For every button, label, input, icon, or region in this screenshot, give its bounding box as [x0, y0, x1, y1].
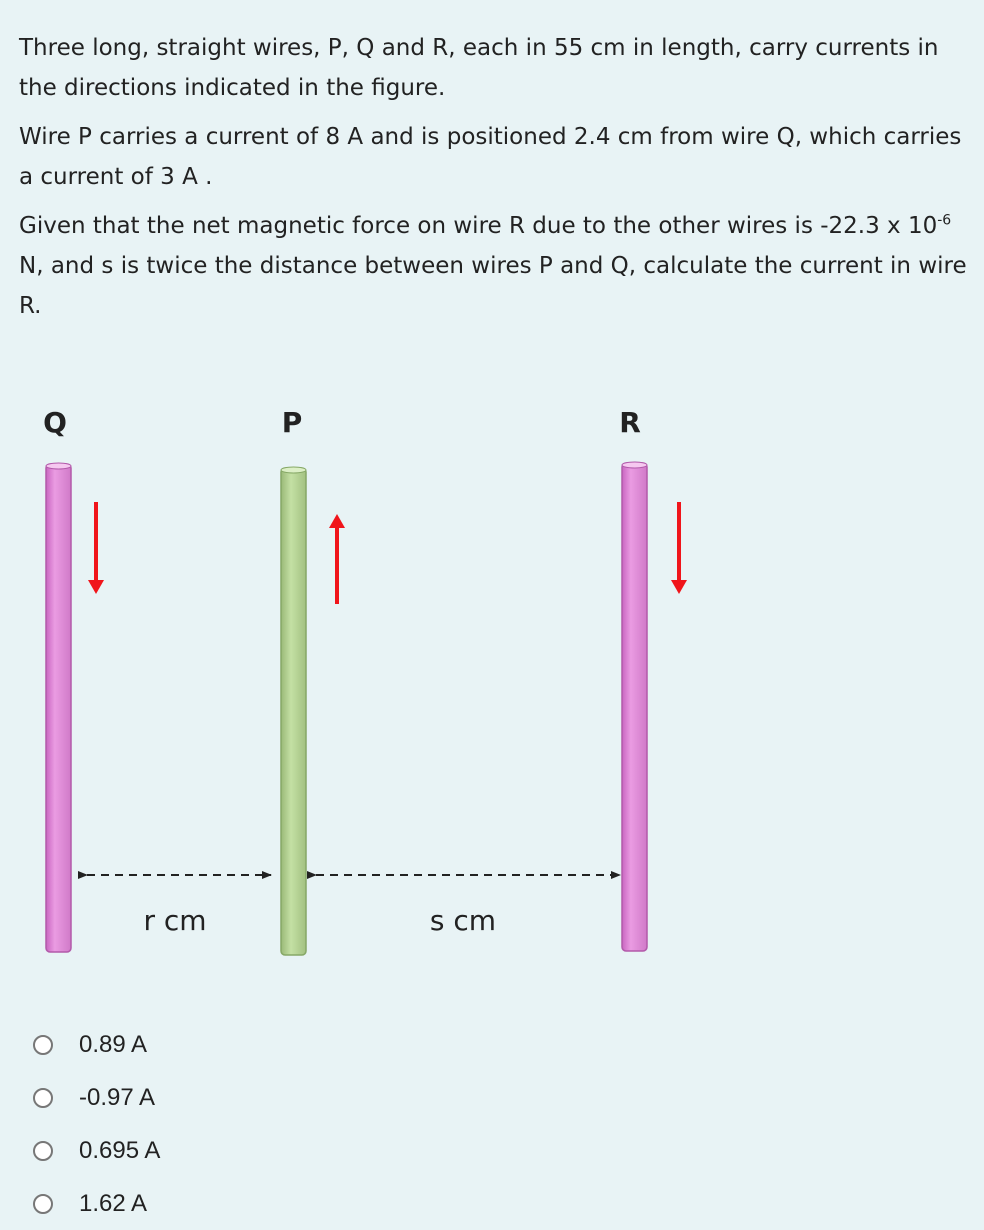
question-line-2: Wire P carries a current of 8 A and is positioned 2.4 cm from wire Q, which carries a current of 3 A .: [19, 124, 962, 190]
wire-q-label: Q: [43, 406, 67, 439]
option-4[interactable]: [33, 1177, 160, 1230]
question-line-3-a: Given that the net magnetic force on wire R due to the other wires is -22.3 x 10: [19, 213, 938, 239]
radio-button[interactable]: [33, 1194, 53, 1214]
question-line-3-b: N, and s is twice the distance between wires P and Q, calculate the current in wire R.: [19, 253, 967, 319]
wires-diagram: [0, 380, 984, 980]
distance-r-label: r cm: [143, 904, 207, 937]
wire-p: [281, 467, 306, 955]
option-3[interactable]: [33, 1124, 160, 1177]
option-label: 0.89 A: [79, 1030, 148, 1058]
current-arrow-q-down-icon: [88, 502, 104, 594]
radio-button[interactable]: [33, 1088, 53, 1108]
wire-r-label: R: [619, 406, 641, 439]
radio-button[interactable]: [33, 1035, 53, 1055]
option-1[interactable]: [33, 1018, 160, 1071]
exponent: -6: [937, 212, 952, 229]
distance-s-label: s cm: [429, 904, 497, 937]
current-arrow-p-up-icon: [329, 514, 345, 604]
option-label: 1.62 A: [79, 1189, 148, 1217]
wire-q: [46, 463, 71, 952]
radio-button[interactable]: [33, 1141, 53, 1161]
option-label: -0.97 A: [79, 1083, 156, 1111]
option-label: 0.695 A: [79, 1136, 161, 1164]
question-text: [19, 28, 969, 335]
option-2[interactable]: [33, 1071, 160, 1124]
answer-options: [33, 1018, 160, 1230]
question-line-3: [19, 206, 969, 326]
wire-p-label: P: [281, 406, 303, 439]
question-line-1: Three long, straight wires, P, Q and R, each in 55 cm in length, carry currents in the directions indicated in the figure.: [19, 35, 939, 101]
current-arrow-r-down-icon: [671, 502, 687, 594]
wire-r: [622, 462, 647, 951]
